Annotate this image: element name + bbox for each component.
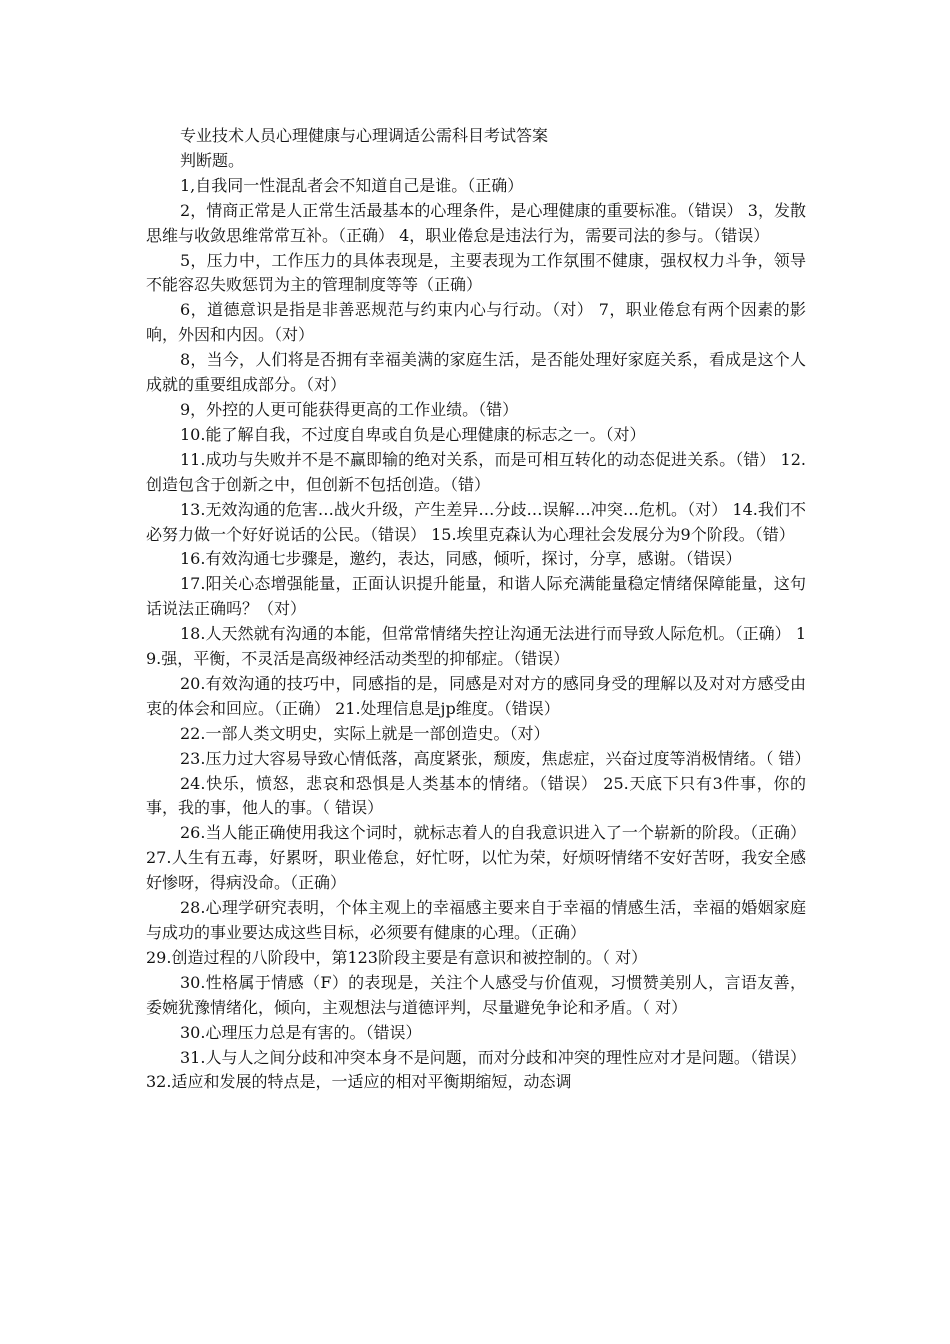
paragraph-9: 13.无效沟通的危害…战火升级，产生差异…分歧…误解…冲突…危机。（对） 14.我们不必努力做一个好好说话的公民。（错误） 15.埃里克森认为心理社会发展分为9个阶段。（错） [146,499,806,544]
paragraph-6: 9，外控的人更可能获得更高的工作业绩。（错） [180,399,519,419]
paragraph-2: 2，情商正常是人正常生活最基本的心理条件，是心理健康的重要标准。（错误） 3，发散思维与收敛思维常常互补。（正确） 4，职业倦怠是违法行为，需要司法的参与。（错误） [146,200,806,245]
document-page [146,124,811,1095]
document-title: 专业技术人员心理健康与心理调适公需科目考试答案 [180,126,549,145]
paragraph-16: 24.快乐，愤怒，悲哀和恐惧是人类基本的情绪。（错误） 25.天底下只有3件事，你的事，我的事，他人的事。（ 错误） [146,773,806,818]
paragraph-18: 28.心理学研究表明，个体主观上的幸福感主要来自于幸福的情感生活，幸福的婚姻家庭与成功的事业要达成这些目标，必须要有健康的心理。（正确） [146,898,806,942]
paragraph-4: 6，道德意识是指是非善恶规范与约束内心与行动。（对） 7，职业倦怠有两个因素的影响，外因和内因。（对） [146,300,806,345]
paragraph-12: 18.人天然就有沟通的本能，但常常情绪失控让沟通无法进行而导致人际危机。（正确） 19.强，平衡，不灵活是高级神经活动类型的抑郁症。（错误） [146,624,806,669]
section-heading: 判断题。 [180,150,245,170]
paragraph-17: 26.当人能正确使用我这个词时，就标志着人的自我意识进入了一个崭新的阶段。（正确） 27.人生有五毒，好累呀，职业倦怠，好忙呀，以忙为荣，好烦呀情绪不安好苦呀，我安全感好惨呀，得病没命。（正确） [146,823,806,893]
paragraph-13: 20.有效沟通的技巧中，同感指的是，同感是对对方的感同身受的理解以及对对方感受由衷的体会和回应。（正确） 21.处理信息是jp维度。（错误） [146,673,806,718]
paragraph-8: 11.成功与失败并不是不赢即输的绝对关系，而是可相互转化的动态促进关系。（错） 12.创造包含于创新之中，但创新不包括创造。（错） [146,449,806,494]
paragraph-7: 10.能了解自我，不过度自卑或自负是心理健康的标志之一。（对） [180,424,646,444]
paragraph-14: 22.一部人类文明史，实际上就是一部创造史。（对） [180,723,550,743]
paragraph-15: 23.压力过大容易导致心情低落，高度紧张，颓废，焦虑症，兴奋过度等消极情绪。（ 错） [180,748,811,768]
paragraph-3: 5，压力中，工作压力的具体表现是，主要表现为工作氛围不健康，强权权力斗争，领导不能容忍失败惩罚为主的管理制度等等（正确） [146,250,806,295]
paragraph-19: 29.创造过程的八阶段中，第123阶段主要是有意识和被控制的。（ 对） [146,947,648,967]
paragraph-21: 30.心理压力总是有害的。（错误） [180,1022,422,1042]
paragraph-22: 31.人与人之间分歧和冲突本身不是问题，而对分歧和冲突的理性应对才是问题。（错误） 32.适应和发展的特点是，一适应的相对平衡期缩短，动态调 [146,1047,806,1092]
paragraph-20: 30.性格属于情感（F）的表现是，关注个人感受与价值观，习惯赞美别人，言语友善，委婉犹豫情绪化，倾向，主观想法与道德评判，尽量避免争论和矛盾。（ 对） [146,972,806,1017]
paragraph-10: 16.有效沟通七步骤是，邀约，表达，同感，倾听，探讨，分享，感谢。（错误） [180,549,742,569]
paragraph-1: 1,自我同一性混乱者会不知道自己是谁。（正确） [180,175,524,195]
paragraph-11: 17.阳关心态增强能量，正面认识提升能量，和谐人际充满能量稳定情绪保障能量，这句话说法正确吗？（对） [146,574,806,619]
paragraph-5: 8，当今，人们将是否拥有幸福美满的家庭生活，是否能处理好家庭关系，看成是这个人成就的重要组成部分。（对） [146,350,806,395]
